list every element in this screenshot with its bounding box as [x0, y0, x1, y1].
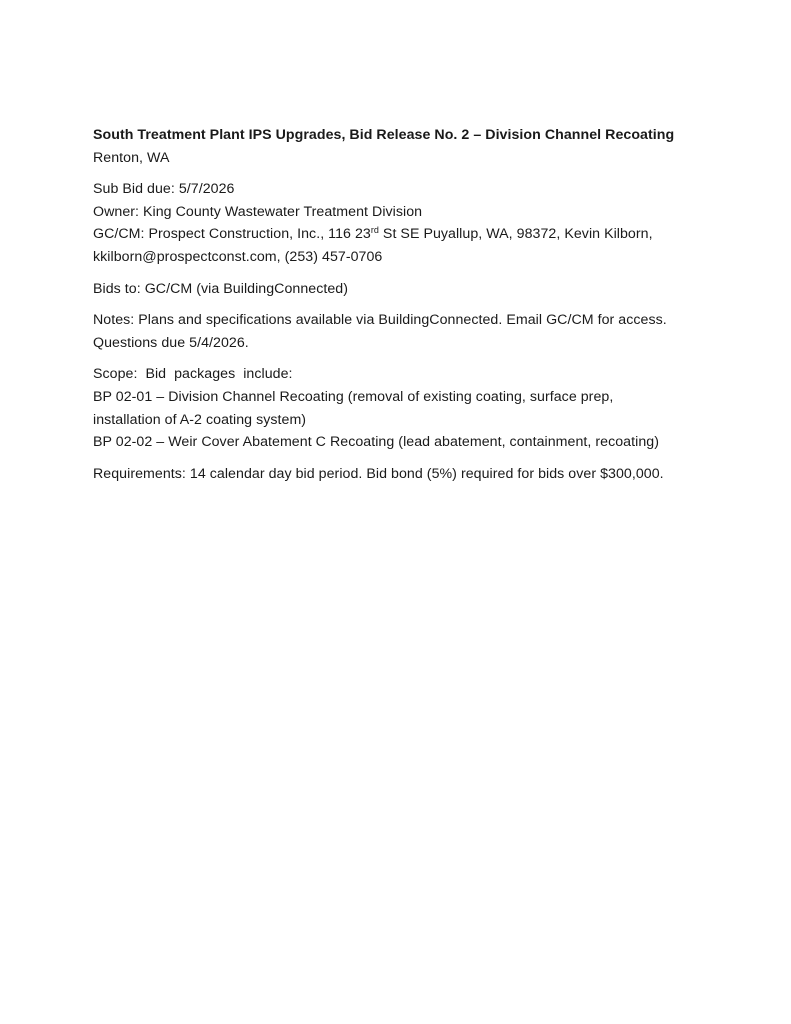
- project-location: Renton, WA: [93, 149, 170, 166]
- bids-to-line: Bids to: GC/CM (via BuildingConnected): [93, 280, 349, 297]
- notes-line-2: Questions due 5/4/2026.: [93, 334, 249, 351]
- bid-package-02: BP 02-02 – Weir Cover Abatement C Recoating (lead abatement, containment, recoating): [93, 434, 659, 451]
- requirements-block: [93, 463, 733, 486]
- bid-package-01-line-1: BP 02-01 – Division Channel Recoating (removal of existing coating, surface prep,: [93, 388, 614, 405]
- header-block: [93, 124, 733, 169]
- owner-line: Owner: King County Wastewater Treatment Division: [93, 203, 423, 220]
- notes-line-1: Notes: Plans and specifications available via BuildingConnected. Email GC/CM for access.: [93, 312, 667, 329]
- notes-block: [93, 309, 733, 354]
- scope-intro: Scope: Bid packages include:: [93, 366, 293, 383]
- gc-cm-line: [93, 223, 733, 246]
- bids-to-block: [93, 278, 733, 301]
- gc-cm-ordinal-suffix: rd: [370, 225, 379, 236]
- scope-block: [93, 363, 733, 453]
- bid-package-01-line-2: installation of A-2 coating system): [93, 411, 307, 428]
- gc-cm-address-start: GC/CM: Prospect Construction, Inc., 116 23: [93, 226, 371, 243]
- document-body: [93, 124, 733, 494]
- details-block: [93, 178, 733, 268]
- requirements-line: Requirements: 14 calendar day bid period. Bid bond (5%) required for bids over $300,000.: [93, 465, 664, 482]
- gc-cm-address-end: St SE Puyallup, WA, 98372, Kevin Kilborn,: [378, 226, 653, 243]
- sub-bid-due: Sub Bid due: 5/7/2026: [93, 181, 235, 198]
- document-title: South Treatment Plant IPS Upgrades, Bid Release No. 2 – Division Channel Recoating: [93, 127, 675, 143]
- gc-cm-contact: kkilborn@prospectconst.com, (253) 457-0706: [93, 248, 383, 265]
